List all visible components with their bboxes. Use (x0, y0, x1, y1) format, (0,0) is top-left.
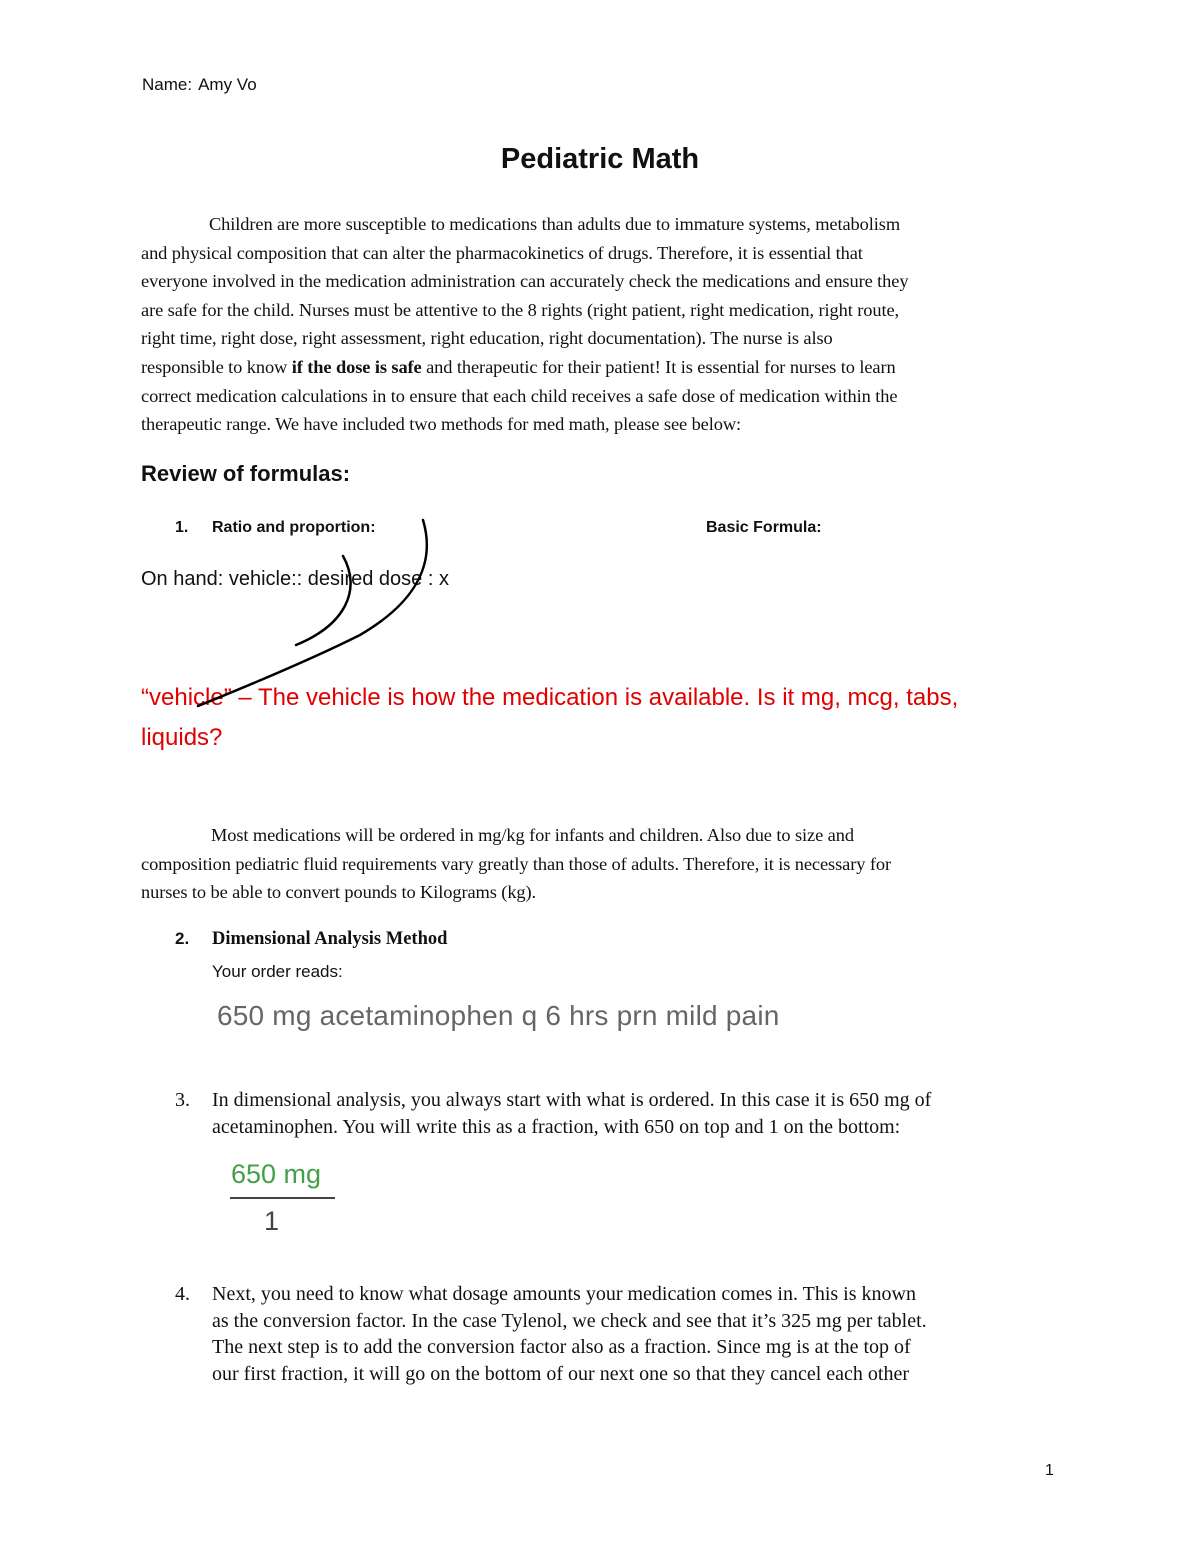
item-3-line: In dimensional analysis, you always start with what is ordered. In this case it is 650 mg of (212, 1089, 932, 1111)
order-text: 650 mg acetaminophen q 6 hrs prn mild pain (217, 1000, 780, 1031)
intro-line: correct medication calculations in to ensure that each child receives a safe dose of medication within the (141, 385, 898, 406)
order-label: Your order reads: (212, 962, 343, 981)
intro-line: Children are more susceptible to medications than adults due to immature systems, metabolism (209, 214, 901, 234)
intro-line: and physical composition that can alter the pharmacokinetics of drugs. Therefore, it is essential that (141, 242, 863, 263)
intro-line-with-emphasis (141, 353, 1061, 382)
dose-safe-emphasis: if the dose is safe (291, 356, 422, 377)
review-heading: Review of formulas: (141, 461, 351, 486)
item-4-line: The next step is to add the conversion factor also as a fraction. Since mg is at the top of (212, 1336, 911, 1358)
intro-line: everyone involved in the medication administration can accurately check the medications and ensure they (141, 271, 909, 292)
mgkg-paragraph (141, 821, 1061, 907)
name-label: Name: (142, 75, 193, 94)
vehicle-definition-line: “vehicle” – The vehicle is how the medication is available. Is it mg, mcg, tabs, (141, 684, 959, 711)
item-3-line: acetaminophen. You will write this as a fraction, with 650 on top and 1 on the bottom: (212, 1115, 901, 1138)
dimensional-analysis-label: Dimensional Analysis Method (212, 929, 448, 949)
item-3-number: 3. (175, 1089, 190, 1111)
fraction-bar (230, 1197, 335, 1199)
item-4-line: as the conversion factor. In the case Tylenol, we check and see that it’s 325 mg per tablet. (212, 1309, 927, 1332)
intro-line: right time, right dose, right assessment, right education, right documentation). The nurse is also (141, 328, 833, 349)
student-name-line (142, 75, 257, 95)
intro-paragraph (141, 210, 1061, 439)
item-4-line: Next, you need to know what dosage amounts your medication comes in. This is known (212, 1283, 916, 1305)
name-value: Amy Vo (198, 75, 257, 94)
paragraph-line: composition pediatric fluid requirements vary greatly than those of adults. Therefore, it is necessary for (141, 853, 891, 874)
paragraph-line: nurses to be able to convert pounds to Kilograms (kg). (141, 882, 537, 903)
item-4-number: 4. (175, 1283, 190, 1305)
page-number: 1 (1045, 1462, 1054, 1479)
page-title: Pediatric Math (500, 143, 700, 175)
item-4-text (212, 1281, 1072, 1387)
intro-text: responsible to know (141, 356, 292, 377)
fraction-denominator: 1 (264, 1206, 280, 1236)
on-hand-formula: On hand: vehicle:: desired dose : x (141, 568, 449, 590)
paragraph-line: Most medications will be ordered in mg/kg for infants and children. Also due to size and (211, 825, 854, 845)
item-3-text (212, 1087, 1072, 1140)
vehicle-definition-line: liquids? (141, 724, 223, 751)
item-4-line: our first fraction, it will go on the bottom of our next one so that they cancel each other (212, 1362, 910, 1385)
basic-formula-label: Basic Formula: (706, 519, 822, 536)
intro-line: are safe for the child. Nurses must be attentive to the 8 rights (right patient, right medication, right route, (141, 299, 900, 320)
item-2-number: 2. (175, 929, 190, 948)
vehicle-definition (141, 678, 1071, 758)
item-1-number: 1. (175, 519, 189, 536)
ratio-proportion-label: Ratio and proportion: (212, 519, 376, 536)
fraction-numerator: 650 mg (231, 1159, 322, 1189)
intro-text: and therapeutic for their patient! It is essential for nurses to learn (421, 356, 896, 377)
intro-line: therapeutic range. We have included two methods for med math, please see below: (141, 414, 742, 435)
